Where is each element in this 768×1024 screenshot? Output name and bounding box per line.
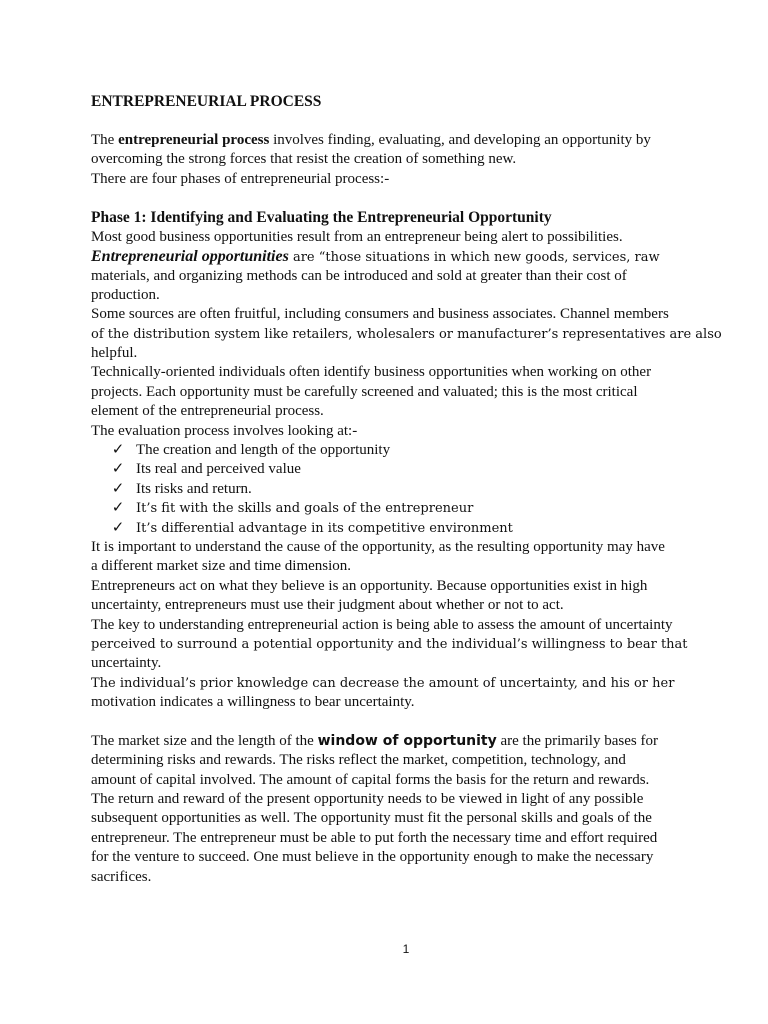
checklist-text: It’s differential advantage in its competitive environment	[136, 520, 513, 536]
checklist-text: The creation and length of the opportunity	[136, 442, 391, 459]
checklist-item	[91, 499, 733, 518]
market-text: The market size and the length of the	[91, 732, 318, 749]
intro-line-1	[91, 131, 733, 150]
definition-line-3: production.	[91, 286, 160, 303]
market-line-4: The return and reward of the present opportunity needs to be viewed in light of any possible	[91, 791, 644, 808]
definition-text: are “those situations in which new goods, services, raw	[288, 250, 660, 266]
key-line-1: The key to understanding entrepreneurial action is being able to assess the amount of uncertainty	[91, 616, 673, 633]
definition-line-2: materials, and organizing methods can be introduced and sold at greater than their cost of	[91, 267, 627, 284]
market-line-5: subsequent opportunities as well. The opportunity must fit the personal skills and goals of the	[91, 810, 652, 827]
technical-line-2: projects. Each opportunity must be carefully screened and valuated; this is the most critical	[91, 383, 638, 400]
cause-line-2: a different market size and time dimension.	[91, 558, 352, 575]
market-bold-term: window of opportunity	[317, 732, 497, 749]
intro-text: involves finding, evaluating, and developing an opportunity by	[269, 131, 651, 148]
checklist-item	[91, 519, 733, 538]
checklist-item	[91, 480, 733, 499]
market-line-3: amount of capital involved. The amount of capital forms the basis for the return and rewards.	[91, 771, 650, 788]
evaluation-intro: The evaluation process involves looking at:-	[91, 422, 358, 439]
intro-line-3: There are four phases of entrepreneurial process:-	[91, 170, 390, 187]
market-line-6: entrepreneur. The entrepreneur must be able to put forth the necessary time and effort required	[91, 829, 658, 846]
cause-line-1: It is important to understand the cause of the opportunity, as the resulting opportunity may have	[91, 538, 665, 555]
document-page	[91, 92, 733, 887]
checkmark-icon: ✓	[111, 500, 125, 517]
act-line-2: uncertainty, entrepreneurs must use their judgment about whether or not to act.	[91, 597, 564, 614]
market-line-1	[91, 732, 733, 751]
sources-line-1: Some sources are often fruitful, including consumers and business associates. Channel members	[91, 306, 669, 323]
sources-line-3: helpful.	[91, 345, 138, 362]
market-line-7: for the venture to succeed. One must believe in the opportunity enough to make the necessary	[91, 849, 654, 866]
market-line-8: sacrifices.	[91, 868, 152, 885]
checkmark-icon: ✓	[111, 442, 125, 459]
checklist-text: It’s fit with the skills and goals of the entrepreneur	[136, 501, 474, 517]
intro-bold-term: entrepreneurial process	[118, 131, 270, 148]
sources-line-2: of the distribution system like retailers, wholesalers or manufacturer’s representatives are also	[91, 326, 722, 342]
checklist-item	[91, 441, 733, 460]
intro-text: The	[91, 131, 119, 148]
checklist-text: Its real and perceived value	[136, 461, 301, 478]
definition-term: Entrepreneurial opportunities	[91, 248, 289, 266]
checkmark-icon: ✓	[111, 519, 125, 536]
spacer	[91, 111, 733, 130]
act-line-1: Entrepreneurs act on what they believe is an opportunity. Because opportunities exist in high	[91, 577, 648, 594]
spacer	[91, 189, 733, 208]
checklist-text: Its risks and return.	[136, 480, 252, 497]
document-title: ENTREPRENEURIAL PROCESS	[91, 93, 322, 110]
spacer	[91, 713, 733, 732]
market-line-2: determining risks and rewards. The risks reflect the market, competition, technology, and	[91, 752, 626, 769]
technical-line-1: Technically-oriented individuals often identify business opportunities when working on other	[91, 364, 652, 381]
market-text: are the primarily bases for	[496, 732, 658, 749]
key-line-2: perceived to surround a potential opportunity and the individual’s willingness to bear that	[91, 636, 688, 652]
intro-line-2: overcoming the strong forces that resist the creation of something new.	[91, 151, 517, 168]
checklist-item	[91, 460, 733, 479]
page-number: 1	[402, 942, 410, 956]
prior-line-2: motivation indicates a willingness to bear uncertainty.	[91, 694, 415, 711]
prior-line-1: The individual’s prior knowledge can decrease the amount of uncertainty, and his or her	[91, 675, 675, 691]
definition-line-1	[91, 247, 733, 266]
technical-line-3: element of the entrepreneurial process.	[91, 403, 324, 420]
paragraph-line: Most good business opportunities result from an entrepreneur being alert to possibilities.	[91, 228, 623, 245]
checkmark-icon: ✓	[111, 461, 125, 478]
phase1-heading: Phase 1: Identifying and Evaluating the Entrepreneurial Opportunity	[91, 209, 552, 227]
key-line-3: uncertainty.	[91, 655, 162, 672]
checkmark-icon: ✓	[111, 480, 125, 497]
